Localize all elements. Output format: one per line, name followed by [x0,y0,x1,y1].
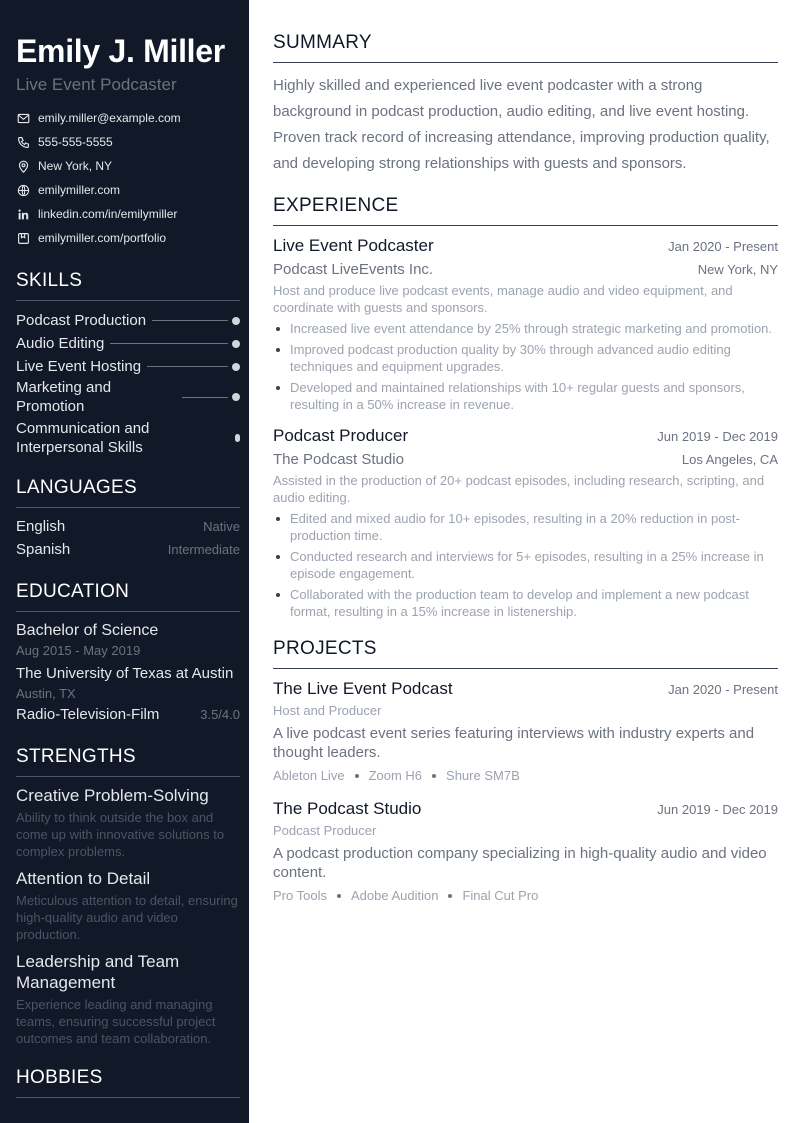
contact-portfolio-text: emilymiller.com/portfolio [38,231,167,245]
job-dates: Jun 2019 - Dec 2019 [657,429,778,444]
project-role: Host and Producer [273,703,382,718]
contact-website-text: emilymiller.com [38,183,121,197]
contact-linkedin-text: linkedin.com/in/emilymiller [38,207,178,221]
skill-line [110,343,228,344]
job-bullets [273,510,778,620]
language-item [16,515,240,538]
strengths-list [16,785,240,1047]
education-dates: Aug 2015 - May 2019 [16,643,141,658]
candidate-name: Emily J. Miller [16,33,225,69]
contact-email[interactable] [16,106,240,130]
skill-label: Live Event Hosting [16,358,142,375]
bullet-item: Edited and mixed audio for 10+ episodes, resulting in a 20% reduction in post-production time. [273,510,778,544]
globe-icon [16,183,30,197]
skill-dot [232,340,240,348]
strength-description: Experience leading and managing teams, ensuring successful project outcomes and team collaboration. [16,997,216,1046]
skill-label: Audio Editing [16,335,105,352]
contact-location-text: New York, NY [38,159,113,173]
language-name: Spanish [16,541,71,558]
contact-portfolio[interactable] [16,226,240,250]
skill-label: Marketing and Promotion [16,379,112,415]
project-description: A live podcast event series featuring interviews with industry experts and thought leaders. [273,725,755,761]
summary-heading: SUMMARY [273,32,778,63]
education-gpa: 3.5/4.0 [200,707,240,722]
project-description: A podcast production company specializing in high-quality audio and video content. [273,845,767,881]
job-title: Podcast Producer [273,426,409,445]
strength-title: Attention to Detail [16,869,151,888]
job-location: Los Angeles, CA [681,452,778,467]
skill-label: Podcast Production [16,312,147,329]
contact-linkedin[interactable] [16,202,240,226]
tool-separator [337,894,341,898]
strength-item [16,785,240,860]
job-bullets [273,320,778,413]
tool-item: Pro Tools [273,888,327,903]
job-description: Assisted in the production of 20+ podcast episodes, including research, scripting, and audio editing. [273,473,765,505]
contact-list [16,106,240,250]
job-dates: Jan 2020 - Present [668,239,778,254]
tool-item: Ableton Live [273,768,345,783]
skill-dot [232,393,240,401]
language-level: Intermediate [167,542,240,557]
contact-phone-text: 555-555-5555 [38,135,113,149]
projects-heading: PROJECTS [273,638,778,669]
language-name: English [16,518,66,535]
location-icon [16,159,30,173]
tool-item: Zoom H6 [368,768,423,783]
bullet-item: Developed and maintained relationships with 10+ regular guests and sponsors, resulting in a 50% increase in revenue. [273,379,778,413]
project-dates: Jan 2020 - Present [668,682,778,697]
tool-item: Adobe Audition [350,888,439,903]
strengths-heading: STRENGTHS [16,746,240,777]
education-field: Radio-Television-Film [16,706,160,723]
skills-heading: SKILLS [16,270,240,301]
project-entry [273,798,778,904]
mail-icon [16,111,30,125]
experience-heading: EXPERIENCE [273,195,778,226]
tool-separator [432,774,436,778]
contact-email-text: emily.miller@example.com [38,111,181,125]
education-school: The University of Texas at Austin [16,665,234,682]
job-company: Podcast LiveEvents Inc. [273,261,434,278]
job-company: The Podcast Studio [273,451,404,468]
languages-list [16,515,240,561]
tool-item: Final Cut Pro [462,888,539,903]
skill-dot [232,317,240,325]
job-location: New York, NY [697,262,778,277]
portfolio-icon [16,231,30,245]
contact-phone[interactable] [16,130,240,154]
language-item [16,538,240,561]
experience-entry [273,425,778,620]
bullet-item: Improved podcast production quality by 30% through advanced audio editing techniques and equipment upgrades. [273,341,778,375]
project-entry [273,678,778,784]
skill-dot [235,434,240,442]
project-dates: Jun 2019 - Dec 2019 [657,802,778,817]
skill-line [147,366,228,367]
tool-item: Shure SM7B [446,768,520,783]
bullet-item: Collaborated with the production team to develop and implement a new podcast format, resulting in a 15% increase in listenership. [273,586,778,620]
tool-separator [355,774,359,778]
strength-item [16,868,240,943]
education-heading: EDUCATION [16,581,240,612]
job-title: Live Event Podcaster [273,236,434,255]
strength-title: Creative Problem-Solving [16,786,209,805]
hobbies-heading: HOBBIES [16,1067,240,1098]
education-degree: Bachelor of Science [16,622,159,639]
education-location: Austin, TX [16,686,76,701]
sidebar [0,0,249,1123]
education-field-row [16,704,240,726]
skill-item [16,355,240,378]
summary-text: Highly skilled and experienced live event podcaster with a strong background in podcast production, audio editing, and live event hosting. Proven track record of increasing attendance, improving production quality, and developing strong relationships with guests and sponsors. [273,77,770,172]
skills-list [16,309,240,457]
skill-item [16,419,240,457]
bullet-item: Conducted research and interviews for 5+ episodes, resulting in a 25% increase in episode engagement. [273,548,778,582]
strength-item [16,951,240,1047]
linkedin-icon [16,207,30,221]
phone-icon [16,135,30,149]
experience-entry [273,235,778,413]
education-entry [16,620,240,726]
skill-line [182,397,228,398]
strength-description: Meticulous attention to detail, ensuring high-quality audio and video production. [16,893,238,942]
project-title: The Podcast Studio [273,799,422,818]
project-role: Podcast Producer [273,823,377,838]
project-tools [273,767,778,784]
skill-label: Communication and Interpersonal Skills [16,420,150,456]
project-tools [273,887,778,904]
skill-item [16,309,240,332]
language-level: Native [203,519,240,534]
bullet-item: Increased live event attendance by 25% through strategic marketing and promotion. [273,320,778,337]
project-title: The Live Event Podcast [273,679,453,698]
job-description: Host and produce live podcast events, manage audio and video equipment, and coordinate with guests and sponsors. [273,283,733,315]
skill-dot [232,363,240,371]
main-content [273,32,778,904]
strength-description: Ability to think outside the box and come up with innovative solutions to complex problems. [16,810,225,859]
strength-title: Leadership and Team Management [16,952,180,992]
languages-heading: LANGUAGES [16,477,240,508]
skill-line [152,320,228,321]
candidate-role: Live Event Podcaster [16,75,177,94]
contact-location [16,154,240,178]
tool-separator [448,894,452,898]
skill-item [16,332,240,355]
skill-item [16,378,240,416]
contact-website[interactable] [16,178,240,202]
